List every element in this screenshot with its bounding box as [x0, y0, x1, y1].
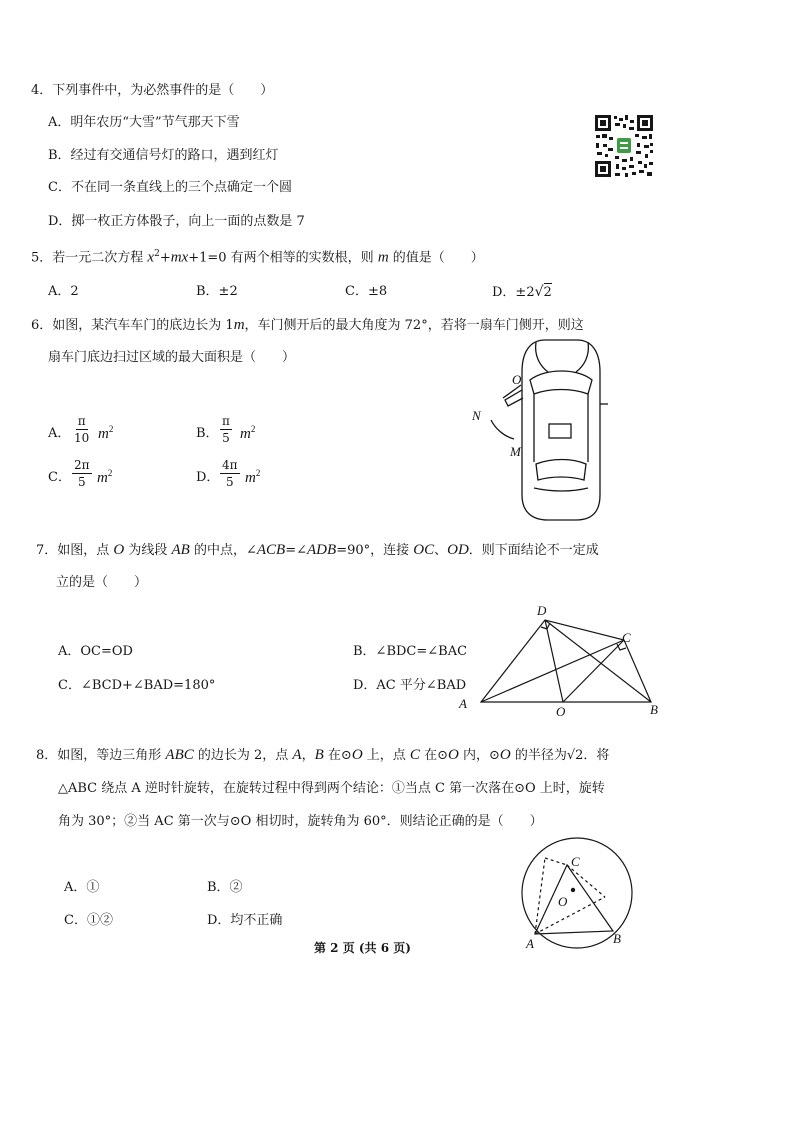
- q7-label-o: O: [556, 704, 566, 719]
- q7-stem-line1: 7．如图，点 O 为线段 AB 的中点，∠ACB=∠ADB=90°，连接 OC、OD．则下面结论不一定成: [36, 542, 599, 558]
- q6-option-a-fraction: $\frac{\pi}{10}$: [74, 414, 90, 445]
- q4-option-d: D．掷一枚正方体骰子，向上一面的点数是 7: [48, 214, 305, 229]
- q6-option-c-label: C．: [48, 470, 71, 485]
- q7-label-d: D: [537, 603, 547, 618]
- q8-option-a: A．①: [64, 880, 100, 895]
- q8-label-o: O: [558, 894, 568, 909]
- qr-code-icon: [594, 114, 654, 178]
- page-footer: 第 2 页 (共 6 页): [314, 941, 411, 955]
- q8-stem-line1: 8．如图，等边三角形 ABC 的边长为 2，点 A，B 在⊙O 上，点 C 在⊙O 内，⊙O 的半径为√2．将: [36, 747, 610, 763]
- q6-option-b-label: B．: [196, 426, 219, 441]
- q6-label-m: M: [510, 444, 521, 459]
- q6-stem-line2: 扇车门底边扫过区域的最大面积是（ ）: [48, 350, 296, 365]
- q6-option-c-unit: $m^2$: [97, 468, 113, 486]
- q8-option-b: B．②: [207, 880, 243, 895]
- q8-stem-line2: △ABC 绕点 A 逆时针旋转，在旋转过程中得到两个结论：①当点 C 第一次落在⊙O 上时，旋转: [58, 781, 605, 796]
- q6-label-n: N: [472, 408, 481, 423]
- q6-option-d-label: D．: [196, 470, 220, 485]
- q4-option-a: A．明年农历“大雪”节气那天下雪: [48, 115, 240, 130]
- q6-option-c-fraction: $\frac{2\pi}{5}$: [74, 458, 90, 489]
- q4-option-b: B．经过有交通信号灯的路口，遇到红灯: [48, 148, 279, 163]
- q8-label-a: A: [526, 936, 534, 951]
- q7-stem-line2: 立的是（ ）: [56, 575, 148, 590]
- q7-option-b: B．∠BDC=∠BAC: [353, 644, 468, 659]
- q4-stem: 4．下列事件中，为必然事件的是（ ）: [31, 83, 274, 98]
- q5-option-a: A．2: [48, 284, 79, 299]
- q7-figure: [455, 600, 665, 720]
- q8-option-d: D．均不正确: [207, 913, 283, 928]
- q5-option-c: C．±8: [345, 284, 388, 299]
- q8-stem-line3: 角为 30°；②当 AC 第一次与⊙O 相切时，旋转角为 60°．则结论正确的是（ ）: [58, 814, 543, 829]
- q8-center-dot: [571, 888, 575, 892]
- q7-option-c: C．∠BCD+∠BAD=180°: [58, 678, 216, 693]
- q6-option-b-unit: $m^2$: [240, 424, 256, 442]
- q5-option-b: B．±2: [196, 284, 238, 299]
- q6-option-d-fraction: $\frac{4\pi}{5}$: [222, 458, 238, 489]
- q7-option-d: D．AC 平分∠BAD: [353, 678, 467, 693]
- q8-label-b: B: [613, 931, 621, 946]
- q6-option-a-label: A．: [48, 426, 71, 441]
- q6-option-b-fraction: $\frac{\pi}{5}$: [222, 414, 230, 445]
- q6-option-a-unit: $m^2$: [98, 424, 114, 442]
- q6-label-o: O: [512, 372, 522, 387]
- q7-label-c: C: [622, 630, 631, 645]
- q6-option-d-unit: $m^2$: [245, 468, 261, 486]
- q6-stem-line1: 6．如图，某汽车车门的底边长为 1m，车门侧开后的最大角度为 72°，若将一扇车门侧开，则这: [31, 317, 584, 333]
- q8-label-c: C: [571, 854, 580, 869]
- q5-option-d: D．±2√2: [492, 284, 552, 300]
- q7-label-b: B: [650, 702, 658, 717]
- q6-car-figure: [465, 335, 605, 525]
- q8-option-c: C．①②: [64, 913, 113, 928]
- q7-option-a: A．OC=OD: [58, 644, 133, 659]
- q5-stem: 5．若一元二次方程 $x^2+mx+1=0$ 有两个相等的实数根，则 m 的值是（ ）: [31, 249, 484, 266]
- q4-option-c: C．不在同一条直线上的三个点确定一个圆: [48, 180, 292, 195]
- q7-label-a: A: [459, 696, 467, 711]
- q8-figure: [520, 840, 640, 955]
